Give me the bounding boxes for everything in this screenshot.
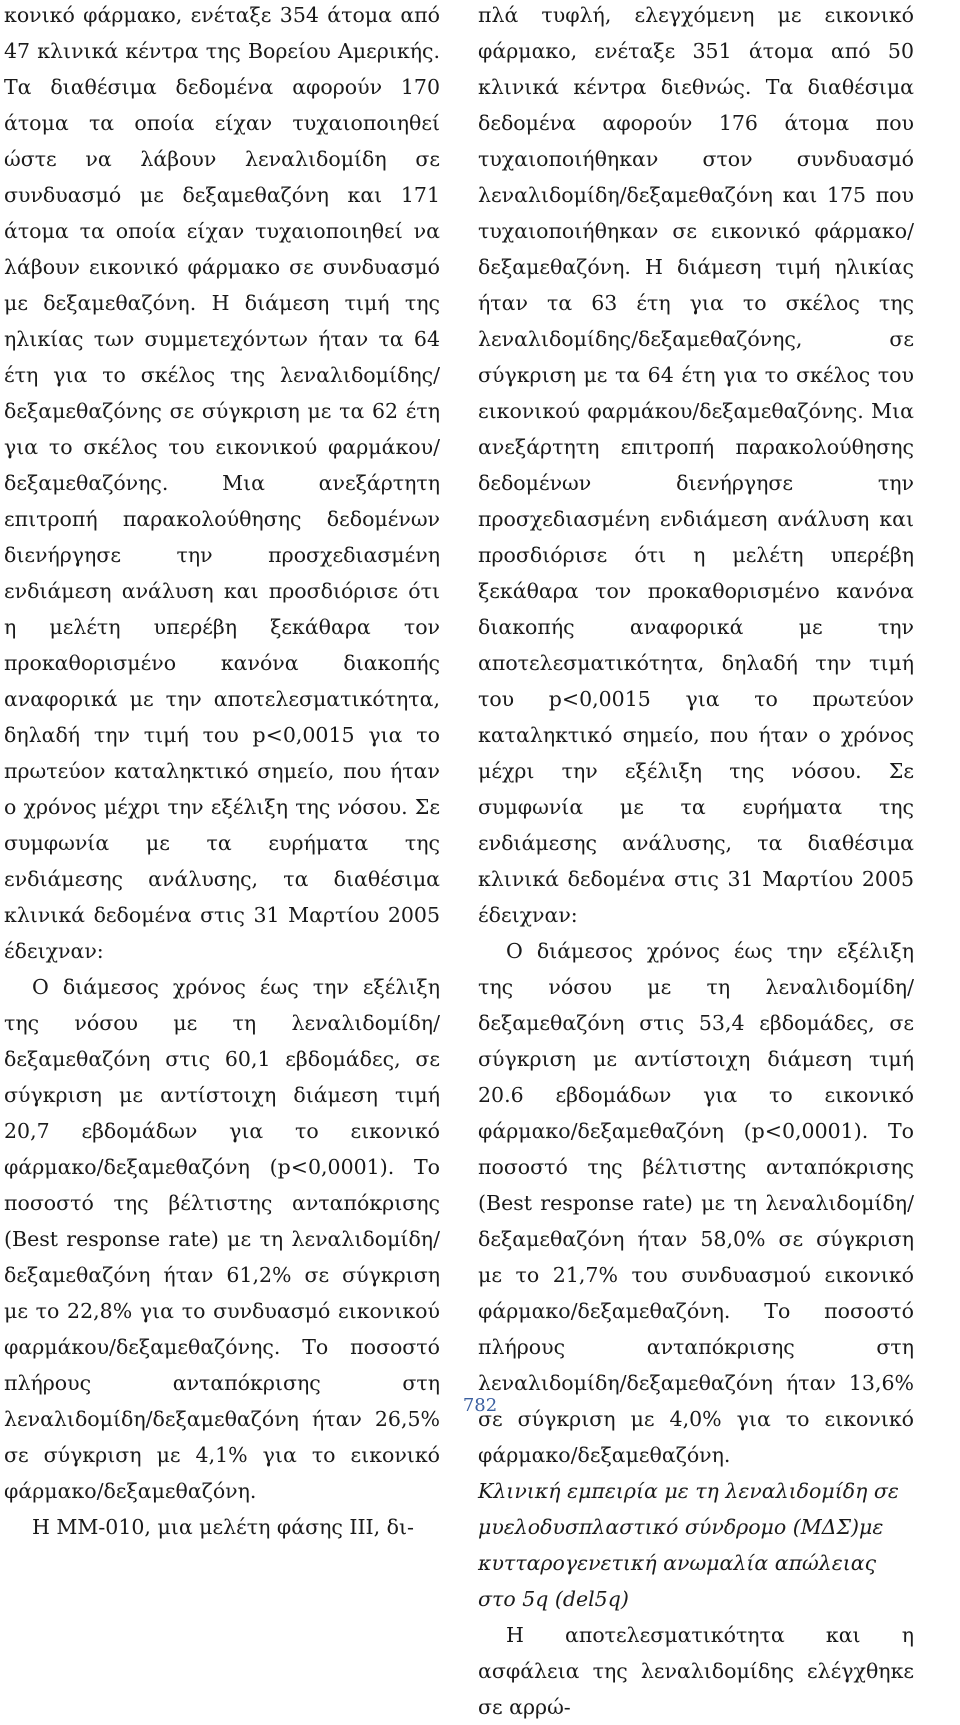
page-number: 782 <box>462 1395 498 1416</box>
left-paragraph-1: κονικό φάρμακο, ενέταξε 354 άτομα από 47 κλινικά κέντρα της Βορείου Αμερικής. Τα διαθέσιμα δεδομένα αφορούν 170 άτομα τα οποία είχαν τυχαιοποιηθεί ώστε να λάβουν λεναλιδομίδη σε συνδυασμό με δεξαμεθαζόνη και 171 άτομα τα οποία είχαν τυχαιοποιηθεί να λάβουν εικονικό φάρμακο σε συνδυασμό με δεξαμεθαζόνη. Η διάμεση τιμή της ηλικίας των συμμετεχόντων ήταν τα 64 έτη για το σκέλος της λεναλιδομίδης/δεξαμεθαζόνης σε σύγκριση με τα 62 έτη για το σκέλος του εικονικού φαρμάκου/δεξαμεθαζόνης. Μια ανεξάρτητη επιτροπή παρακολούθησης δεδομένων διενήργησε την προσχεδιασμένη ενδιάμεση ανάλυση και προσδιόρισε ότι η μελέτη υπερέβη ξεκάθαρα τον προκαθορισμένο κανόνα διακοπής αναφορικά με την αποτελεσματικότητα, δηλαδή την τιμή του p<0,0015 για το πρωτεύον καταληκτικό σημείο, που ήταν ο χρόνος μέχρι την εξέλιξη της νόσου. Σε συμφωνία με τα ευρήματα της ενδιάμεσης ανάλυσης, τα διαθέσιμα κλινικά δεδομένα στις 31 Μαρτίου 2005 έδειχναν: <box>4 3 440 963</box>
left-paragraph-2: Ο διάμεσος χρόνος έως την εξέλιξη της νόσου με τη λεναλιδομίδη/δεξαμεθαζόνη στις 60,1 εβδομάδες, σε σύγκριση με αντίστοιχη διάμεση τιμή 20,7 εβδομάδων για το εικονικό φάρμακο/δεξαμεθαζόνη (p<0,0001). Το ποσοστό της βέλτιστης ανταπόκρισης (Best response rate) με τη λεναλιδομίδη/δεξαμεθαζόνη ήταν 61,2% σε σύγκριση με το 22,8% για το συνδυασμό εικονικού φαρμάκου/δεξαμεθαζόνης. Το ποσοστό πλήρους ανταπόκρισης στη λεναλιδομίδη/δεξαμεθαζόνη ήταν 26,5% σε σύγκριση με 4,1% για το εικονικό φάρμακο/δεξαμεθαζόνη. <box>4 975 440 1503</box>
left-column <box>4 0 440 1545</box>
right-paragraph-1: πλά τυφλή, ελεγχόμενη με εικονικό φάρμακο, ενέταξε 351 άτομα από 50 κλινικά κέντρα διεθνώς. Τα διαθέσιμα δεδομένα αφορούν 176 άτομα που τυχαιοποιήθηκαν στον συνδυασμό λεναλιδομίδη/δεξαμεθαζόνη και 175 που τυχαιοποιήθηκαν σε εικονικό φάρμακο/δεξαμεθαζόνη. Η διάμεση τιμή ηλικίας ήταν τα 63 έτη για το σκέλος της λεναλιδομίδης/δεξαμεθαζόνης, σε σύγκριση με τα 64 έτη για το σκέλος του εικονικού φαρμάκου/δεξαμεθαζόνης. Μια ανεξάρτητη επιτροπή παρακολούθησης δεδομένων διενήργησε την προσχεδιασμένη ενδιάμεση ανάλυση και προσδιόρισε ότι η μελέτη υπερέβη ξεκάθαρα τον προκαθορισμένο κανόνα διακοπής αναφορικά με την αποτελεσματικότητα, δηλαδή την τιμή του p<0,0015 για το πρωτεύον καταληκτικό σημείο, που ήταν ο χρόνος μέχρι την εξέλιξη της νόσου. Σε συμφωνία με τα ευρήματα της ενδιάμεσης ανάλυσης, τα διαθέσιμα κλινικά δεδομένα στις 31 Μαρτίου 2005 έδειχναν: <box>478 3 914 927</box>
right-column <box>478 0 914 1725</box>
section-heading: Κλινική εμπειρία με τη λεναλιδομίδη σε μυελοδυσπλαστικό σύνδρομο (ΜΔΣ)με κυτταρογενετική ανωμαλία απώλειας στο 5q (del5q) <box>478 1479 899 1611</box>
right-paragraph-2: Ο διάμεσος χρόνος έως την εξέλιξη της νόσου με τη λεναλιδομίδη/δεξαμεθαζόνη στις 53,4 εβδομάδες, σε σύγκριση με αντίστοιχη διάμεση τιμή 20.6 εβδομάδων για το εικονικό φάρμακο/δεξαμεθαζόνη (p<0,0001). Το ποσοστό της βέλτιστης ανταπόκρισης (Best response rate) με τη λεναλιδομίδη/δεξαμεθαζόνη ήταν 58,0% σε σύγκριση με το 21,7% του συνδυασμού εικονικό φάρμακο/δεξαμεθαζόνη. Το ποσοστό πλήρους ανταπόκρισης στη λεναλιδομίδη/δεξαμεθαζόνη ήταν 13,6% σε σύγκριση με 4,0% για το εικονικό φάρμακο/δεξαμεθαζόνη. <box>478 939 914 1467</box>
right-paragraph-3: Η αποτελεσματικότητα και η ασφάλεια της λεναλιδομίδης ελέγχθηκε σε αρρώ- <box>478 1623 914 1719</box>
left-paragraph-3: Η ΜΜ-010, μια μελέτη φάσης ΙΙΙ, δι- <box>32 1515 414 1539</box>
